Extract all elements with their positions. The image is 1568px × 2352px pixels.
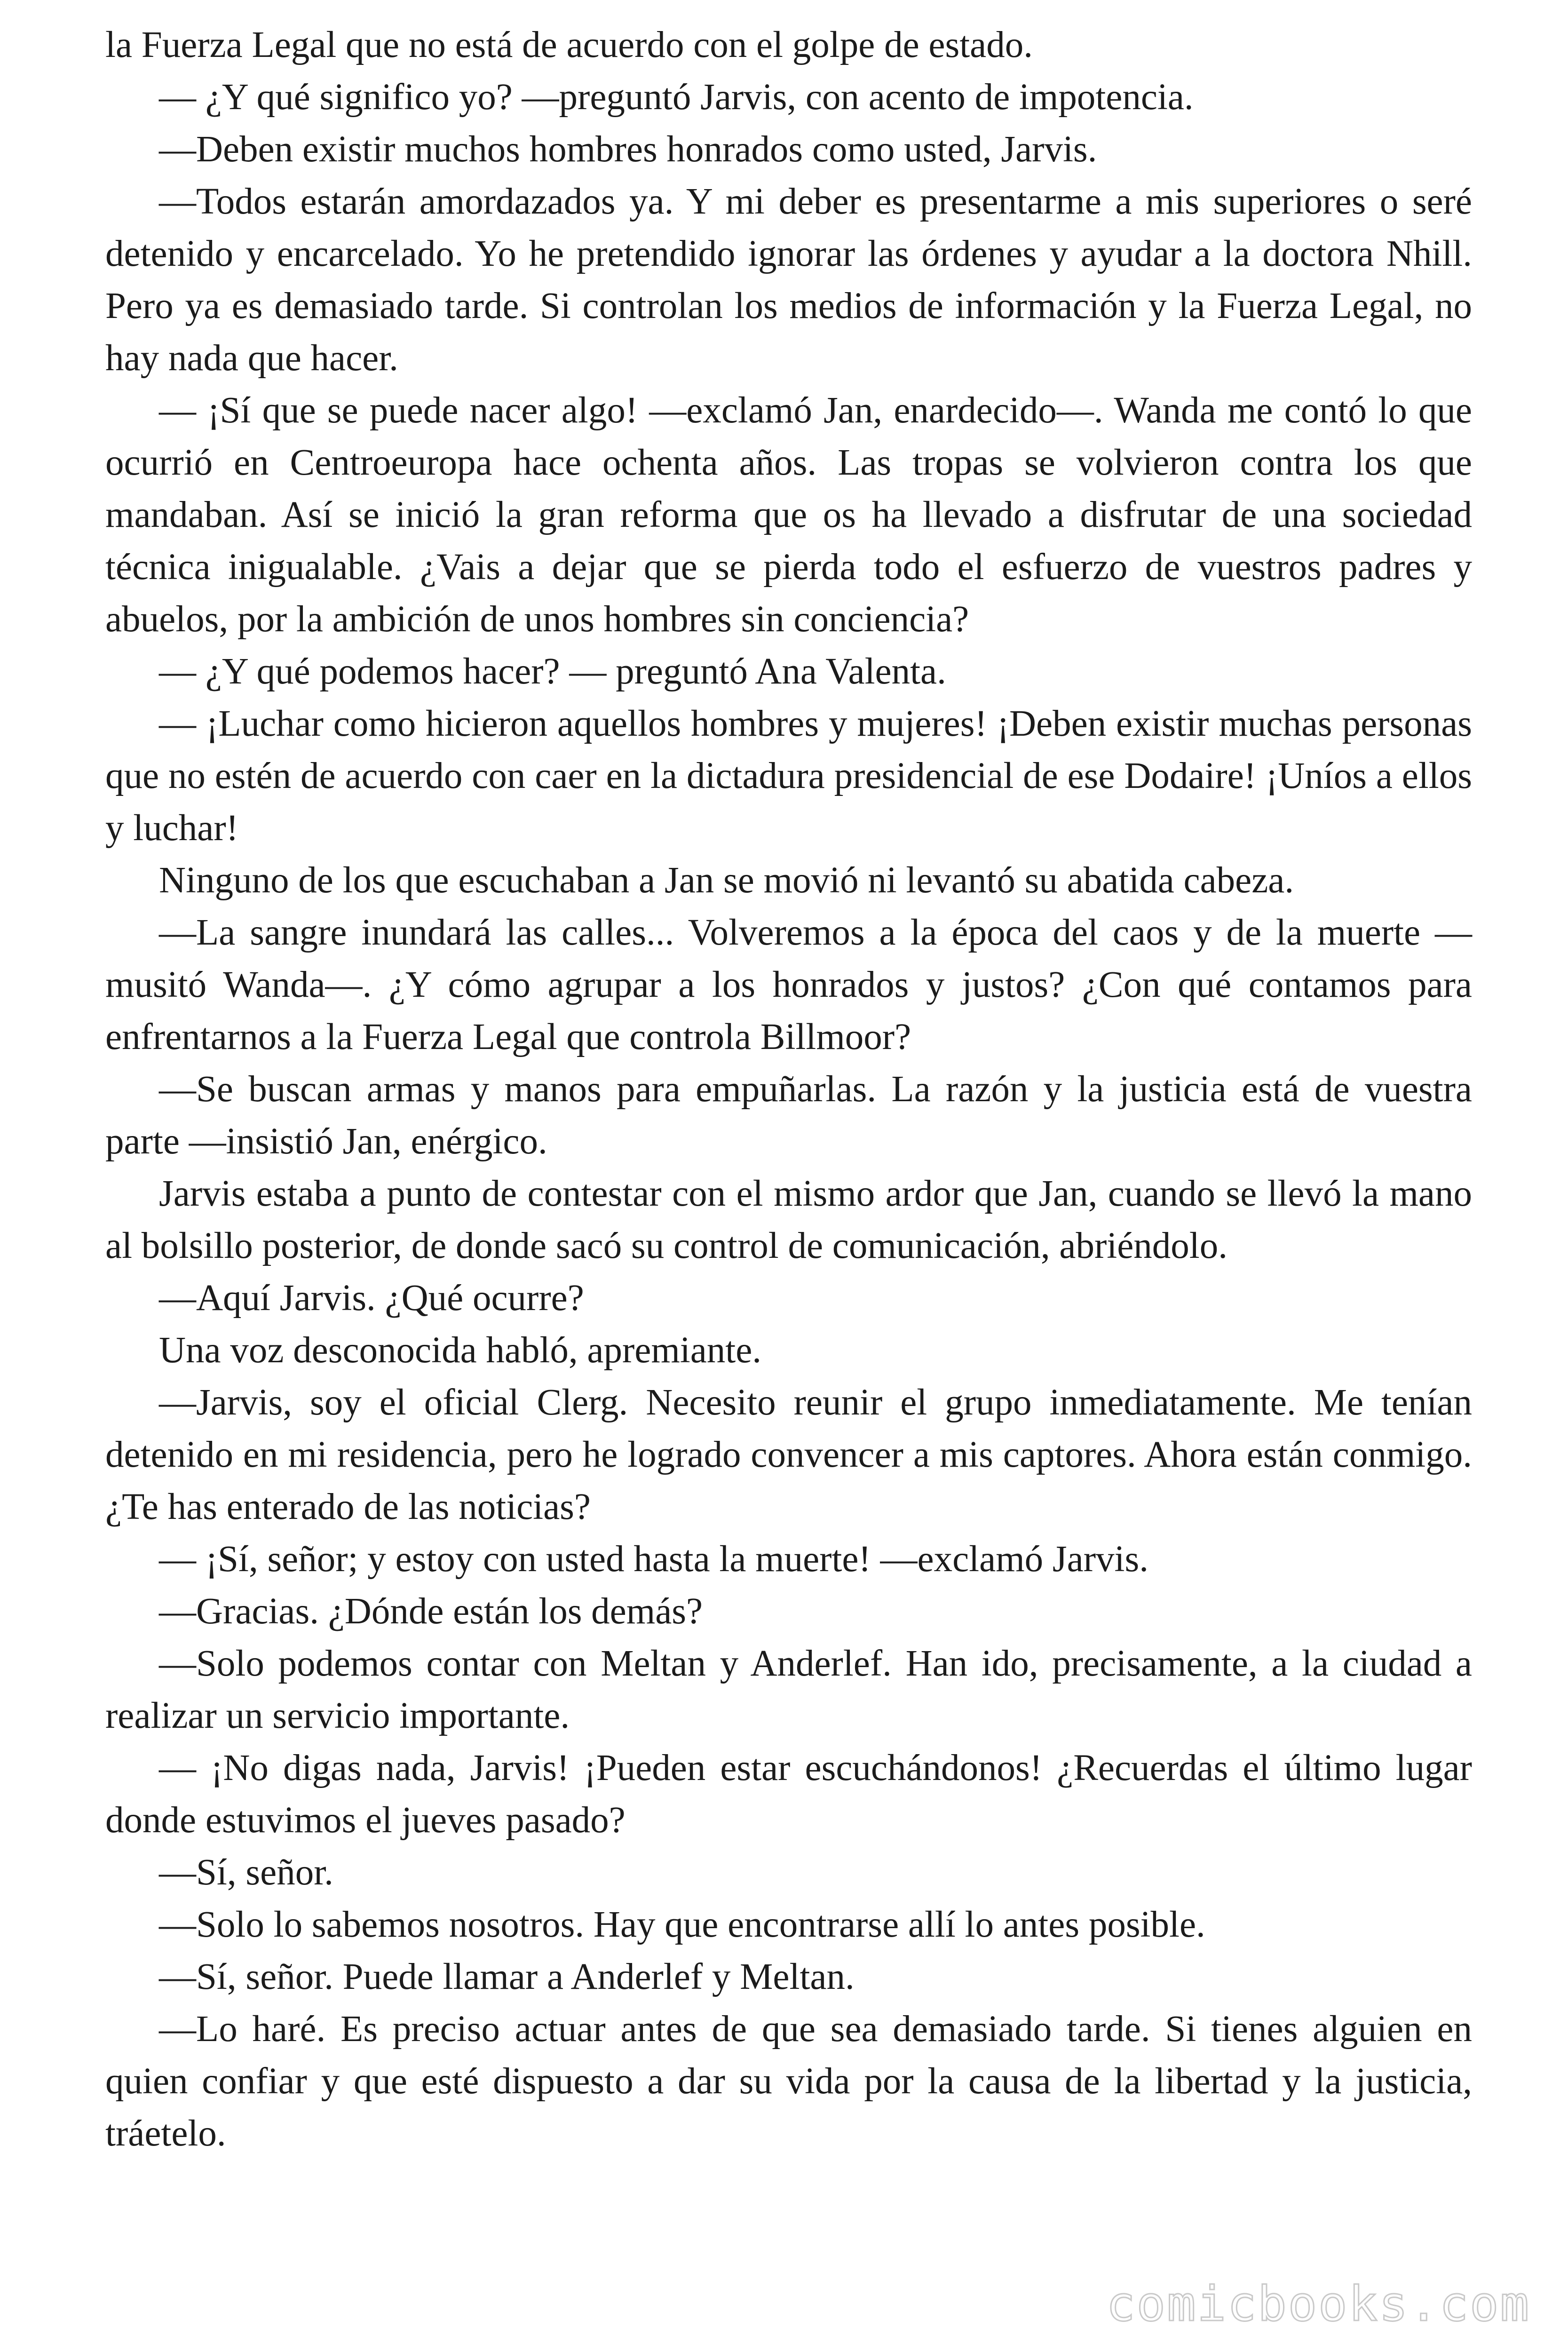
paragraph: — ¡No digas nada, Jarvis! ¡Pueden estar escuchándonos! ¿Recuerdas el último lugar donde estuvimos el jueves pasado? [105, 1748, 1472, 1841]
paragraph: —Se buscan armas y manos para empuñarlas. La razón y la justicia está de vuestra parte —insistió Jan, enérgico. [105, 1069, 1472, 1162]
paragraph: —Solo lo sabemos nosotros. Hay que encontrarse allí lo antes posible. [159, 1904, 1205, 1945]
paragraph: —Jarvis, soy el oficial Clerg. Necesito reunir el grupo inmediatamente. Me tenían detenido en mi residencia, pero he logrado convencer a mis captores. Ahora están conmigo. ¿Te has enterado de las noticias? [105, 1382, 1472, 1527]
paragraph: —Solo podemos contar con Meltan y Anderlef. Han ido, precisamente, a la ciudad a realizar un servicio importante. [105, 1643, 1472, 1736]
watermark: comicbooks.com [1106, 2276, 1530, 2332]
paragraph: Jarvis estaba a punto de contestar con el mismo ardor que Jan, cuando se llevó la mano al bolsillo posterior, de donde sacó su control de comunicación, abriéndolo. [105, 1173, 1472, 1266]
paragraph: —Aquí Jarvis. ¿Qué ocurre? [159, 1278, 584, 1319]
paragraph: —Sí, señor. Puede llamar a Anderlef y Meltan. [159, 1956, 855, 1997]
paragraph: — ¡Luchar como hicieron aquellos hombres y mujeres! ¡Deben existir muchas personas que no estén de acuerdo con caer en la dictadura presidencial de ese Dodaire! ¡Uníos a ellos y luchar! [105, 703, 1472, 849]
paragraph: la Fuerza Legal que no está de acuerdo con el golpe de estado. [105, 24, 1033, 65]
paragraph: —Todos estarán amordazados ya. Y mi deber es presentarme a mis superiores o seré detenido y encarcelado. Yo he pretendido ignorar las órdenes y ayudar a la doctora Nhill. Pero ya es demasiado tarde. Si controlan los medios de información y la Fuerza Legal, no hay nada que hacer. [105, 181, 1472, 379]
paragraph: — ¿Y qué significo yo? —preguntó Jarvis, con acento de impotencia. [159, 77, 1194, 118]
paragraph: —La sangre inundará las calles... Volveremos a la época del caos y de la muerte —musitó Wanda—. ¿Y cómo agrupar a los honrados y justos? ¿Con qué contamos para enfrentarnos a la Fuerza Legal que controla Billmoor? [105, 912, 1472, 1057]
book-page-text [105, 19, 1472, 2160]
paragraph: —Deben existir muchos hombres honrados como usted, Jarvis. [159, 129, 1097, 170]
paragraph: —Lo haré. Es preciso actuar antes de que sea demasiado tarde. Si tienes alguien en quien confiar y que esté dispuesto a dar su vida por la causa de la libertad y la justicia, tráetelo. [105, 2009, 1472, 2154]
paragraph: — ¡Sí que se puede nacer algo! —exclamó Jan, enardecido—. Wanda me contó lo que ocurrió en Centroeuropa hace ochenta años. Las tropas se volvieron contra los que mandaban. Así se inició la gran reforma que os ha llevado a disfrutar de una sociedad técnica inigualable. ¿Vais a dejar que se pierda todo el esfuerzo de vuestros padres y abuelos, por la ambición de unos hombres sin conciencia? [105, 390, 1472, 640]
paragraph: — ¡Sí, señor; y estoy con usted hasta la muerte! —exclamó Jarvis. [159, 1539, 1148, 1580]
paragraph: Una voz desconocida habló, apremiante. [159, 1330, 762, 1371]
paragraph: —Sí, señor. [159, 1852, 333, 1893]
paragraph: Ninguno de los que escuchaban a Jan se movió ni levantó su abatida cabeza. [159, 860, 1294, 901]
paragraph: — ¿Y qué podemos hacer? — preguntó Ana Valenta. [159, 651, 946, 692]
paragraph: —Gracias. ¿Dónde están los demás? [159, 1591, 703, 1632]
